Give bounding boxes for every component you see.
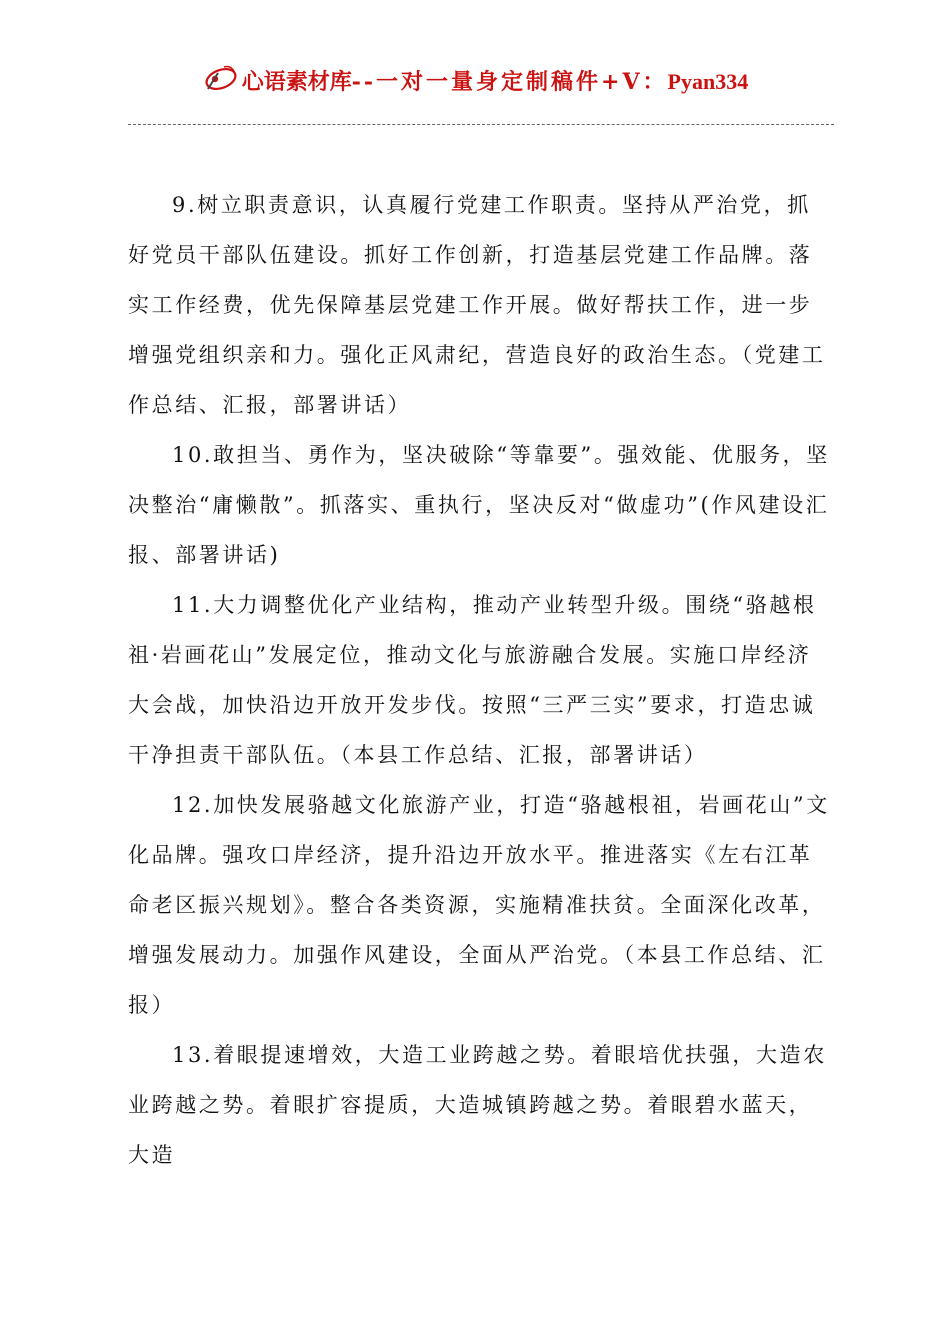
header-divider	[128, 124, 834, 125]
brand-name: 心语素材库	[241, 68, 352, 95]
brand-logo-icon	[202, 59, 240, 97]
brand-contact: Pyan334	[667, 68, 749, 94]
document-body	[128, 180, 832, 1180]
page-header	[0, 58, 950, 102]
header-brand-line	[242, 65, 748, 96]
paragraph-11: 11.大力调整优化产业结构，推动产业转型升级。围绕“骆越根祖·岩画花山”发展定位，推动文化与旅游融合发展。实施口岸经济大会战，加快沿边开放开发步伐。按照“三严三实”要求，打造忠诚干净担责干部队伍。（本县工作总结、汇报，部署讲话）	[128, 593, 817, 767]
paragraph-12: 12.加快发展骆越文化旅游产业，打造“骆越根祖，岩画花山”文化品牌。强攻口岸经济，提升沿边开放水平。推进落实《左右江革命老区振兴规划》。整合各类资源，实施精准扶贫。全面深化改革，增强发展动力。加强作风建设，全面从严治党。（本县工作总结、汇报）	[128, 793, 830, 1017]
paragraph-13: 13.着眼提速增效，大造工业跨越之势。着眼培优扶强，大造农业跨越之势。着眼扩容提质，大造城镇跨越之势。着眼碧水蓝天，大造	[128, 1043, 827, 1167]
paragraph-9: 9.树立职责意识，认真履行党建工作职责。坚持从严治党，抓好党员干部队伍建设。抓好工作创新，打造基层党建工作品牌。落实工作经费，优先保障基层党建工作开展。做好帮扶工作，进一步增强党组织亲和力。强化正风肃纪，营造良好的政治生态。（党建工作总结、汇报，部署讲话）	[128, 193, 826, 417]
paragraph-10: 10.敢担当、勇作为，坚决破除“等靠要”。强效能、优服务，坚决整治“庸懒散”。抓落实、重执行，坚决反对“做虚功”(作风建设汇报、部署讲话)	[128, 443, 830, 567]
brand-slogan: --一对一量身定制稿件+V：	[351, 68, 668, 95]
